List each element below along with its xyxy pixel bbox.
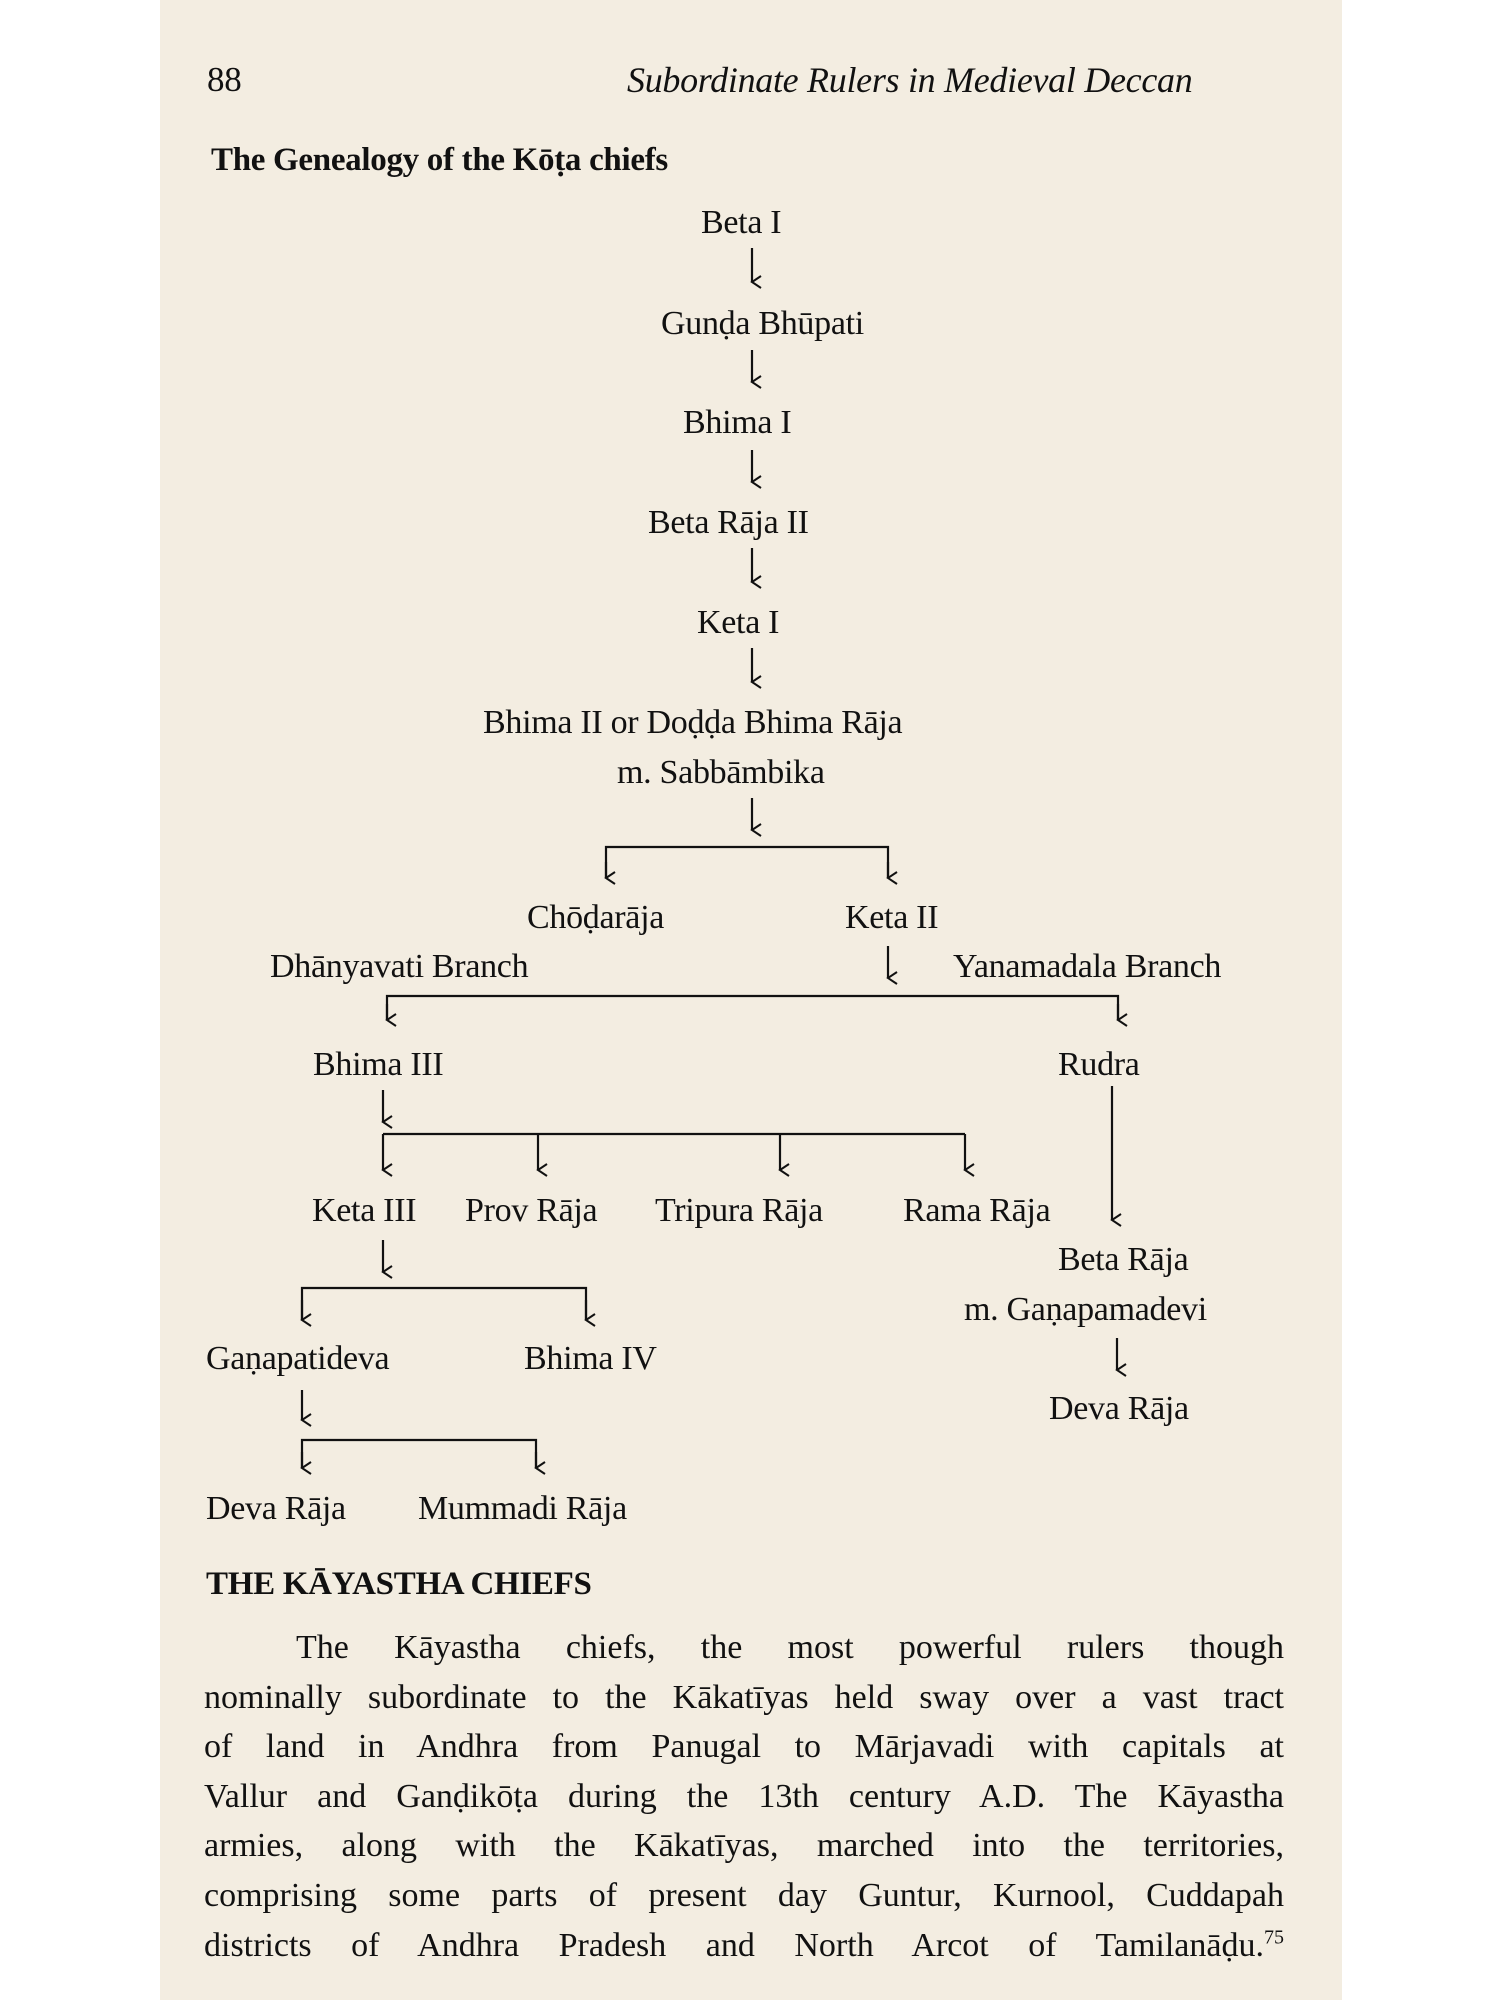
yanamadala-branch-label: Yanamadala Branch (953, 948, 1222, 985)
node-bhima-i: Bhima I (683, 404, 792, 441)
section-heading: THE KĀYASTHA CHIEFS (206, 1566, 592, 1602)
node-keta-iii: Keta III (312, 1192, 417, 1229)
node-keta-i: Keta I (697, 604, 780, 641)
body-paragraph (204, 1623, 1284, 1970)
node-tripura-raja: Tripura Rāja (655, 1192, 823, 1229)
paragraph-line: districts of Andhra Pradesh and North Arcot of Tamilanāḍu. (204, 1926, 1264, 1964)
page-number: 88 (207, 60, 242, 99)
paragraph-line: comprising some parts of present day Guntur, Kurnool, Cuddapah (204, 1876, 1284, 1914)
node-rama-raja: Rama Rāja (903, 1192, 1051, 1229)
node-bhima-iii: Bhima III (313, 1046, 444, 1083)
paragraph-line: Vallur and Ganḍikōṭa during the 13th century A.D. The Kāyastha (204, 1777, 1284, 1815)
paragraph-line: armies, along with the Kākatīyas, marched into the territories, (204, 1827, 1284, 1865)
dhanyavati-branch-label: Dhānyavati Branch (270, 948, 529, 985)
paragraph-line: nominally subordinate to the Kākatīyas held sway over a vast tract (204, 1678, 1284, 1716)
node-deva-raja-left: Deva Rāja (206, 1490, 346, 1527)
node-ganapatideva: Gaṇapatideva (206, 1340, 390, 1377)
node-bhima-iv: Bhima IV (524, 1340, 657, 1377)
node-mummadi-raja: Mummadi Rāja (418, 1490, 627, 1527)
node-bhima-ii-spouse: m. Sabbāmbika (617, 754, 825, 791)
node-beta-raja: Beta Rāja (1058, 1241, 1189, 1278)
node-keta-ii: Keta II (845, 899, 939, 936)
node-prov-raja: Prov Rāja (465, 1192, 598, 1229)
running-title: Subordinate Rulers in Medieval Deccan (627, 60, 1193, 100)
node-beta-raja-ii: Beta Rāja II (648, 504, 809, 541)
paragraph-line: of land in Andhra from Panugal to Mārjavadi with capitals at (204, 1728, 1284, 1766)
node-beta-raja-spouse: m. Gaṇapamadevi (964, 1291, 1207, 1328)
node-chodaraja: Chōḍarāja (527, 899, 665, 936)
node-beta-i: Beta I (701, 204, 782, 241)
node-gunda-bhupati: Gunḍa Bhūpati (661, 305, 864, 342)
paragraph-last-line (204, 1921, 1284, 1971)
node-rudra: Rudra (1058, 1046, 1140, 1083)
node-deva-raja-right: Deva Rāja (1049, 1390, 1189, 1427)
paragraph-line: The Kāyastha chiefs, the most powerful rulers though (296, 1629, 1284, 1666)
footnote-ref: 75 (1264, 1926, 1284, 1949)
genealogy-heading: The Genealogy of the Kōṭa chiefs (211, 142, 668, 178)
node-bhima-ii: Bhima II or Doḍḍa Bhima Rāja (483, 704, 903, 741)
